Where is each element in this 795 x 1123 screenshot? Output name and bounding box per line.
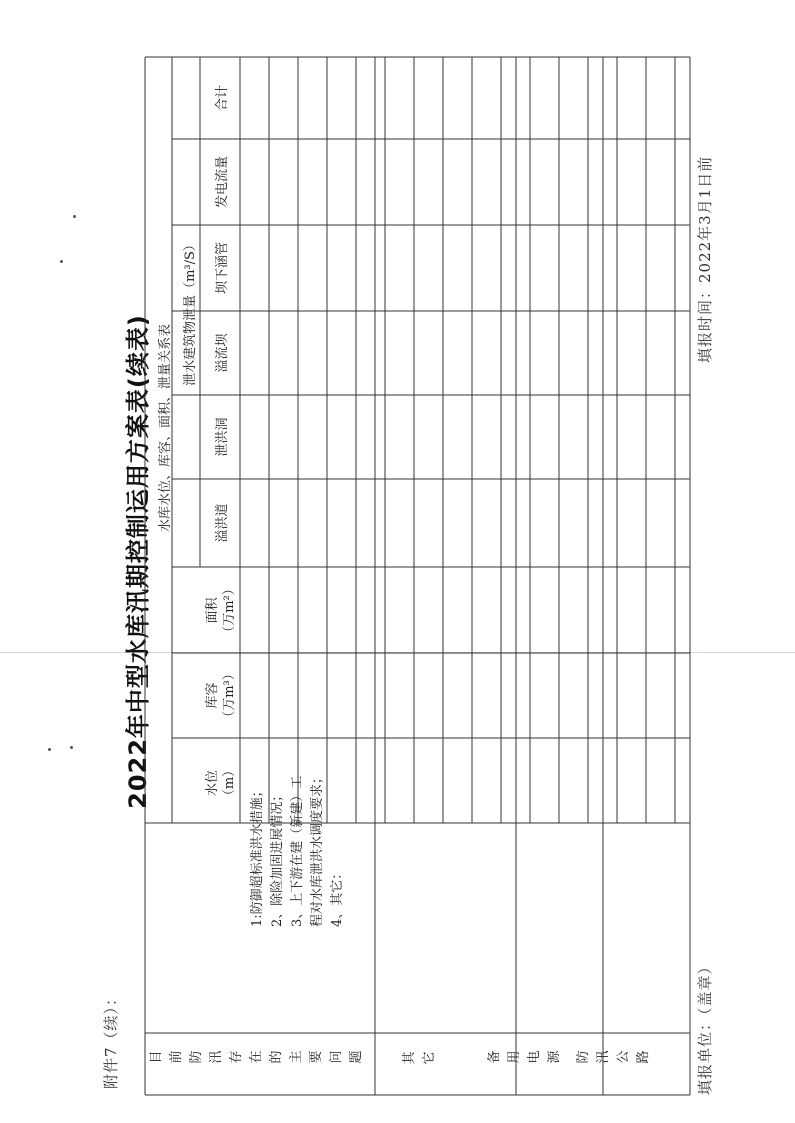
overflow-dam-header: 溢流坝: [215, 333, 230, 373]
annex-label: 附件7（续）：: [102, 989, 120, 1089]
note-line: 程对水库泄洪水调度要求；: [310, 770, 325, 927]
flood-road-header: 防汛公路: [576, 1048, 651, 1064]
spillway-header: 溢洪道: [215, 503, 230, 543]
note-line: 4、其它：: [330, 866, 345, 927]
flood-tunnel-header: 泄洪洞: [215, 417, 230, 457]
note-line: 1:防御超标准洪水措施；: [250, 784, 265, 927]
note-line: 3、上下游在建（新建）工: [290, 775, 305, 927]
page-title: 2022年中型水库汛期控制运用方案表(续表): [124, 314, 152, 809]
water-level-header: 水位 （m）: [205, 763, 237, 803]
area-header: 面积 （万m²）: [205, 582, 237, 639]
backup-power-header: 备用电源: [487, 1048, 562, 1064]
discharge-group-header: 泄水建筑物泄量（m³/S）: [183, 238, 198, 386]
other-notes: [248, 722, 348, 927]
storage-header: 库容 （万m³）: [205, 667, 237, 724]
note-line: 2、除险加固进展情况；: [270, 788, 285, 927]
power-flow-header: 发电流量: [215, 156, 230, 209]
total-header: 合计: [215, 85, 230, 112]
existing-problems-header: 目前防汛存在的主要问题: [149, 1048, 364, 1064]
culvert-header: 坝下涵管: [215, 242, 230, 295]
relation-table-title: 水库水位、库容、面积、泄量关系表: [158, 324, 173, 533]
filling-time-label: 填报时间：2022年3月1日前: [696, 155, 714, 363]
filling-unit-label: 填报单位：（盖章）: [696, 958, 714, 1095]
other-header: 其它: [402, 1047, 437, 1065]
